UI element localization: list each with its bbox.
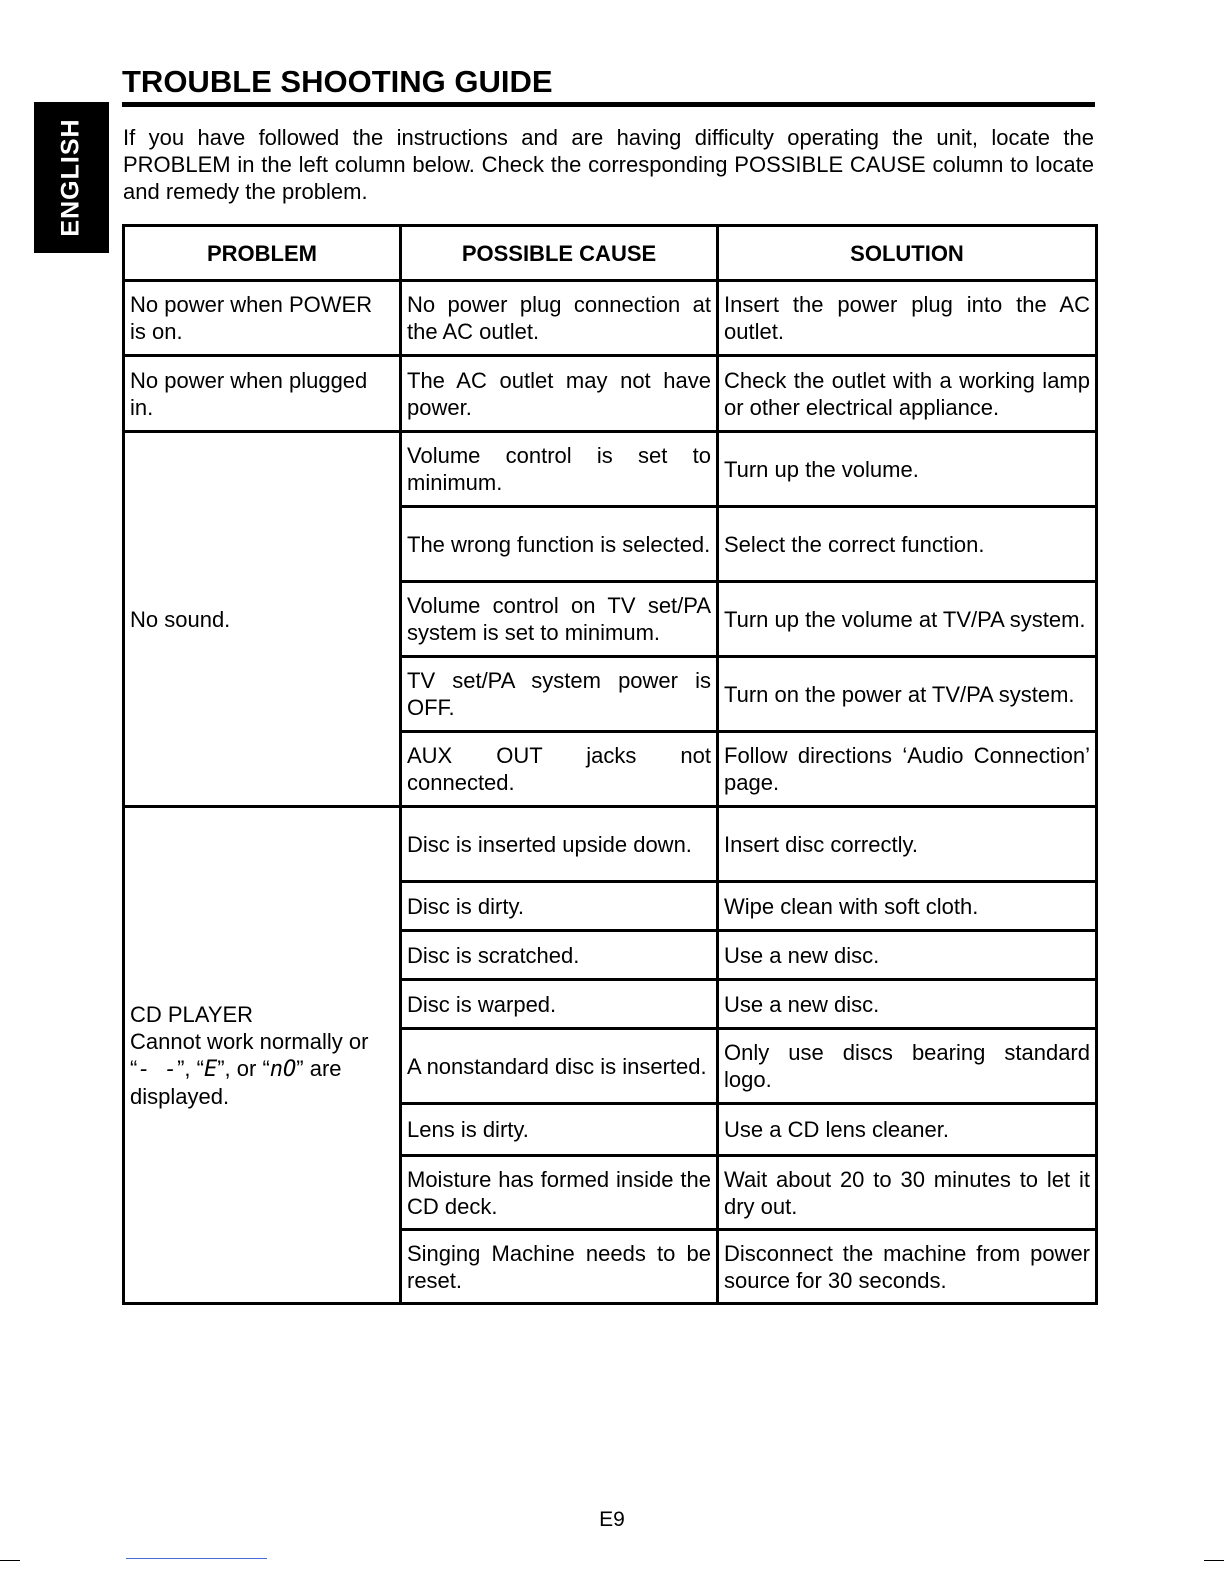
table-row — [124, 356, 1097, 432]
crop-mark-left — [0, 1560, 20, 1561]
cause-cell: Moisture has formed inside the CD deck. — [401, 1156, 718, 1230]
cause-cell: Volume control is set to minimum. — [401, 432, 718, 507]
solution-cell: Select the correct function. — [718, 507, 1097, 582]
cause-cell: Disc is dirty. — [401, 882, 718, 931]
footer-rule — [126, 1558, 267, 1559]
cause-cell: The AC outlet may not have power. — [401, 356, 718, 432]
crop-mark-right — [1204, 1560, 1224, 1561]
display-symbol: E — [203, 1056, 218, 1082]
cause-cell: AUX OUT jacks not connected. — [401, 732, 718, 807]
solution-cell: Turn up the volume. — [718, 432, 1097, 507]
cause-cell: A nonstandard disc is inserted. — [401, 1029, 718, 1104]
cause-cell: Volume control on TV set/PA system is set to minimum. — [401, 582, 718, 657]
problem-cell-cd-player: CD PLAYER Cannot work normally or “- -”, “E”, or “nO” are displayed. — [124, 807, 401, 1304]
header-solution: SOLUTION — [718, 226, 1097, 281]
problem-cell: No power when POWER is on. — [124, 281, 401, 356]
solution-cell: Turn up the volume at TV/PA system. — [718, 582, 1097, 657]
table-row — [124, 281, 1097, 356]
problem-tail: are displayed. — [130, 1055, 342, 1109]
solution-cell: Only use discs bearing standard logo. — [718, 1029, 1097, 1104]
header-problem: PROBLEM — [124, 226, 401, 281]
header-possible-cause: POSSIBLE CAUSE — [401, 226, 718, 281]
solution-cell: Insert the power plug into the AC outlet. — [718, 281, 1097, 356]
intro-paragraph: If you have followed the instructions and are having difficulty operating the unit, locate the PROBLEM in the left column below. Check the corresponding POSSIBLE CAUSE column to locate and remedy the problem. — [123, 125, 1094, 204]
problem-cell: No power when plugged in. — [124, 356, 401, 432]
problem-cell: No sound. — [124, 432, 401, 807]
language-tab — [34, 102, 109, 253]
solution-cell: Use a new disc. — [718, 980, 1097, 1029]
solution-cell: Turn on the power at TV/PA system. — [718, 657, 1097, 732]
solution-cell: Insert disc correctly. — [718, 807, 1097, 882]
cause-cell: Lens is dirty. — [401, 1104, 718, 1156]
solution-cell: Follow directions ‘Audio Connection’ page. — [718, 732, 1097, 807]
cause-cell: Disc is warped. — [401, 980, 718, 1029]
display-symbol: nO — [269, 1056, 297, 1082]
display-symbol: - - — [137, 1056, 178, 1082]
cause-cell: TV set/PA system power is OFF. — [401, 657, 718, 732]
solution-cell: Use a new disc. — [718, 931, 1097, 980]
cause-cell: Singing Machine needs to be reset. — [401, 1230, 718, 1304]
table-header-row — [124, 226, 1097, 281]
cause-cell: Disc is scratched. — [401, 931, 718, 980]
table-row — [124, 807, 1097, 882]
cause-cell: Disc is inserted upside down. — [401, 807, 718, 882]
problem-title: CD PLAYER — [130, 1001, 254, 1027]
solution-cell: Wait about 20 to 30 minutes to let it dry out. — [718, 1156, 1097, 1230]
language-tab-label: ENGLISH — [57, 118, 85, 237]
solution-cell: Check the outlet with a working lamp or other electrical appliance. — [718, 356, 1097, 432]
page-title: TROUBLE SHOOTING GUIDE — [122, 64, 1095, 107]
problem-or: or — [236, 1055, 257, 1081]
cause-cell: The wrong function is selected. — [401, 507, 718, 582]
page-number: E9 — [599, 1508, 625, 1531]
solution-cell: Disconnect the machine from power source for 30 seconds. — [718, 1230, 1097, 1304]
problem-text: Cannot work normally or — [130, 1028, 369, 1054]
solution-cell: Use a CD lens cleaner. — [718, 1104, 1097, 1156]
table-row — [124, 432, 1097, 507]
troubleshooting-table — [122, 224, 1098, 1305]
solution-cell: Wipe clean with soft cloth. — [718, 882, 1097, 931]
cause-cell: No power plug connection at the AC outlet. — [401, 281, 718, 356]
